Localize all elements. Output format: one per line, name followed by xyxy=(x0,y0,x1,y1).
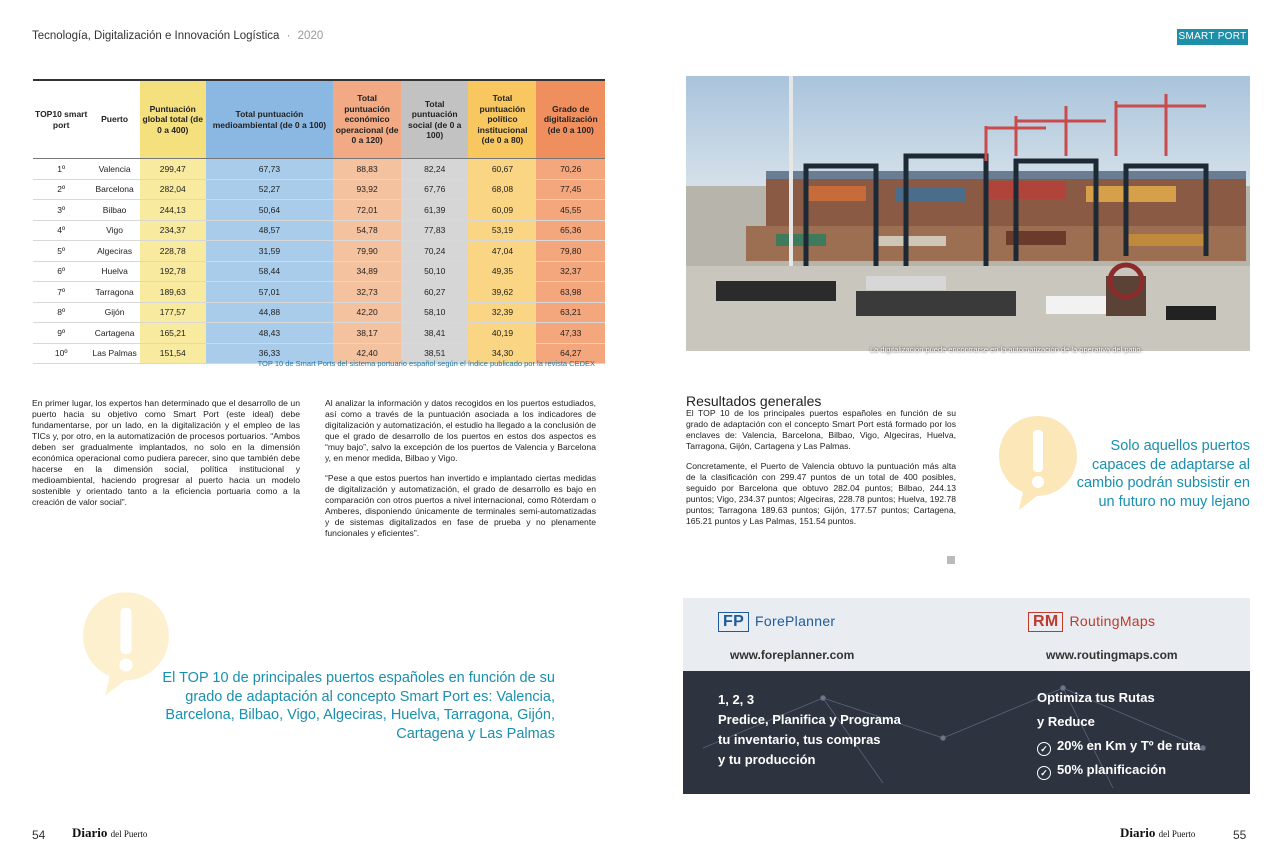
col1-paragraph-1: En primer lugar, los expertos han determinado que el desarrollo de un puerto hacia su objetivo como Smart Port (este ideal) debe fundamentarse, por un lado, en la digitalización y el empleo de las TICs y, por otro, en la automatización de procesos portuarios. “Ambos deben ser gradualmente implantados, no solo en la dimensión económica operacional como pudiera parecer, sino que también debe hacerse en la dimensión social, política institucional y medioambiental, haciendo progresar al puerto hacia un modelo sostenible y orientado tanto a la eficiencia portuaria como a la creación de valor social”. xyxy=(32,398,300,507)
table-cell: 8º xyxy=(33,302,89,323)
column-header: Total puntuación social (de 0 a 100) xyxy=(401,80,468,159)
table-cell: 42,40 xyxy=(333,343,401,364)
table-cell: 60,27 xyxy=(401,282,468,303)
table-cell: 34,30 xyxy=(468,343,536,364)
table-cell: 177,57 xyxy=(140,302,206,323)
table-cell: 39,62 xyxy=(468,282,536,303)
table-cell: 50,10 xyxy=(401,261,468,282)
port-photo xyxy=(686,76,1250,351)
table-cell: 3º xyxy=(33,200,89,221)
section-heading: Resultados generales xyxy=(686,393,822,409)
table-cell: 50,64 xyxy=(206,200,334,221)
pull-quote-2: El TOP 10 de principales puertos españoles en función de su grado de adaptación al concepto Smart Port es: Valencia, Barcelona, Bilbao, Vigo, Algeciras, Huelva, Tarragona, Gijón, Cartagena y Las Palmas xyxy=(162,670,555,742)
table-cell: 77,45 xyxy=(536,179,605,200)
brand-logo-right: Diario del Puerto xyxy=(1120,825,1196,840)
table-cell: 6º xyxy=(33,261,89,282)
column-header: Grado de digitalización (de 0 a 100) xyxy=(536,80,605,159)
table-row xyxy=(33,261,605,282)
ad-left-text: 1, 2, 3 Predice, Planifica y Programa tu inventario, tus compras y tu producción xyxy=(718,692,901,767)
table-row xyxy=(33,323,605,344)
table-cell: 49,35 xyxy=(468,261,536,282)
col2-paragraph-2: “Pese a que estos puertos han invertido e implantado ciertas medidas de digitalización y automatización, el grado de desarrollo es bajo en comparación con otros puertos a nivel internacional, como Róterdam o Amberes, disponiendo únicamente de terminales semi-automatizadas y de sistemas digitalizados en fase de prueba y no plenamente funcionales y eficientes”. xyxy=(325,473,596,538)
table-cell: 68,08 xyxy=(468,179,536,200)
column-1 xyxy=(32,398,300,517)
table-cell: 2º xyxy=(33,179,89,200)
table-cell: 34,89 xyxy=(333,261,401,282)
table-cell: 93,92 xyxy=(333,179,401,200)
photo-caption: La digitalización puede encontrarse en la automatización de la operativa del patio. xyxy=(870,345,1143,354)
ad-right-text: Optimiza tus Rutas y Reduce ✓ 20% en Km y Tº de ruta ✓ 50% planificación xyxy=(1037,690,1201,778)
table-cell: 77,83 xyxy=(401,220,468,241)
table-row xyxy=(33,159,605,180)
table-cell: 10º xyxy=(33,343,89,364)
table-cell: Gijón xyxy=(89,302,139,323)
table-cell: 32,37 xyxy=(536,261,605,282)
table-cell: 5º xyxy=(33,241,89,262)
page-number-right: 55 xyxy=(1233,828,1247,842)
table-cell: 54,78 xyxy=(333,220,401,241)
table-row xyxy=(33,282,605,303)
advertisement xyxy=(683,598,1250,794)
table-cell: 48,57 xyxy=(206,220,334,241)
header-sep: · xyxy=(286,30,291,42)
table-cell: 64,27 xyxy=(536,343,605,364)
table-cell: Vigo xyxy=(89,220,139,241)
table-cell: 42,20 xyxy=(333,302,401,323)
table-cell: 58,10 xyxy=(401,302,468,323)
table-row xyxy=(33,241,605,262)
table-cell: Algeciras xyxy=(89,241,139,262)
table-cell: 31,59 xyxy=(206,241,334,262)
table-row xyxy=(33,200,605,221)
table-cell: 228,78 xyxy=(140,241,206,262)
table-cell: Barcelona xyxy=(89,179,139,200)
check-icon: ✓ xyxy=(1037,766,1051,780)
table-cell: 45,55 xyxy=(536,200,605,221)
table-cell: 4º xyxy=(33,220,89,241)
table-cell: 234,37 xyxy=(140,220,206,241)
table-cell: 32,39 xyxy=(468,302,536,323)
routingmaps-logo: RM RoutingMaps xyxy=(1028,612,1155,632)
table-cell: 282,04 xyxy=(140,179,206,200)
col3-paragraph-2: Concretamente, el Puerto de Valencia obtuvo la puntuación más alta de la clasificación con 299.47 puntos de un total de 400 posibles, seguido por Barcelona que obtuvo 282.04 puntos; Bilbao, 244.13 puntos; Vigo, 234.37 puntos; Algeciras, 228.78 puntos; Huelva, 192.78 puntos; Tarragona 189.63 puntos; Gijón, 177.57 puntos; Cartagena, 165.21 puntos y Las Palmas, 151.54 puntos. xyxy=(686,461,956,526)
table-row xyxy=(33,179,605,200)
table-cell: 32,73 xyxy=(333,282,401,303)
table-cell: 44,88 xyxy=(206,302,334,323)
table-row xyxy=(33,220,605,241)
table-cell: 67,76 xyxy=(401,179,468,200)
column-header: TOP10 smart port xyxy=(33,80,89,159)
table-header-row xyxy=(33,80,605,159)
brand-logo-left: Diario del Puerto xyxy=(72,825,148,840)
table-cell: 65,36 xyxy=(536,220,605,241)
table-cell: Huelva xyxy=(89,261,139,282)
table-cell: 57,01 xyxy=(206,282,334,303)
running-header xyxy=(32,30,323,42)
table-cell: 36,33 xyxy=(206,343,334,364)
table-cell: 40,19 xyxy=(468,323,536,344)
table-cell: 48,43 xyxy=(206,323,334,344)
table-cell: 53,19 xyxy=(468,220,536,241)
pull-quote-1: Solo aquellos puertos capaces de adaptarse al cambio podrán subsistir en un futuro no muy lejano xyxy=(1076,438,1250,510)
header-title: Tecnología, Digitalización e Innovación Logística xyxy=(32,30,280,42)
foreplanner-logo: FP ForePlanner xyxy=(718,612,835,632)
table-cell: 58,44 xyxy=(206,261,334,282)
column-header: Total puntuación medioambiental (de 0 a 100) xyxy=(206,80,334,159)
table-cell: 61,39 xyxy=(401,200,468,221)
table-cell: 63,21 xyxy=(536,302,605,323)
table-cell: 38,51 xyxy=(401,343,468,364)
table-cell: 38,41 xyxy=(401,323,468,344)
foreplanner-url[interactable]: www.foreplanner.com xyxy=(730,648,855,662)
column-header: Total puntuación político institucional (de 0 a 80) xyxy=(468,80,536,159)
table-cell: 38,17 xyxy=(333,323,401,344)
table-cell: 60,67 xyxy=(468,159,536,180)
table-cell: 72,01 xyxy=(333,200,401,221)
table-cell: Valencia xyxy=(89,159,139,180)
table-cell: 52,27 xyxy=(206,179,334,200)
table-cell: 70,24 xyxy=(401,241,468,262)
ranking-table xyxy=(33,79,605,364)
table-cell: 79,80 xyxy=(536,241,605,262)
table-cell: 82,24 xyxy=(401,159,468,180)
table-row xyxy=(33,302,605,323)
table-cell: 63,98 xyxy=(536,282,605,303)
table-cell: 189,63 xyxy=(140,282,206,303)
table-cell: 60,09 xyxy=(468,200,536,221)
table-cell: 151,54 xyxy=(140,343,206,364)
table-cell: 88,83 xyxy=(333,159,401,180)
column-header: Total puntuación económico operacional (de 0 a 120) xyxy=(333,80,401,159)
header-year: 2020 xyxy=(297,30,324,42)
table-cell: 9º xyxy=(33,323,89,344)
section-tag: SMART PORT xyxy=(1177,29,1248,45)
column-header: Puntuación global total (de 0 a 400) xyxy=(140,80,206,159)
table-cell: Bilbao xyxy=(89,200,139,221)
column-3 xyxy=(686,408,956,536)
column-header: Puerto xyxy=(89,80,139,159)
table-body xyxy=(33,159,605,364)
table-cell: 70,26 xyxy=(536,159,605,180)
table-cell: 192,78 xyxy=(140,261,206,282)
routingmaps-url[interactable]: www.routingmaps.com xyxy=(1046,648,1178,662)
col3-paragraph-1: El TOP 10 de los principales puertos españoles en función de su grado de adaptación con el concepto Smart Port está formado por los enclaves de: Valencia, Barcelona, Bilbao, Vigo, Algeciras, Huelva, Tarragona, Gijón, Cartagena y Las Palmas. xyxy=(686,408,956,451)
end-mark xyxy=(947,556,955,564)
table-cell: 1º xyxy=(33,159,89,180)
table-cell: 165,21 xyxy=(140,323,206,344)
table-cell: 7º xyxy=(33,282,89,303)
column-2 xyxy=(325,398,596,548)
table-cell: 47,33 xyxy=(536,323,605,344)
port-illustration xyxy=(686,76,1250,351)
table-cell: Cartagena xyxy=(89,323,139,344)
table-cell: 67,73 xyxy=(206,159,334,180)
table-cell: 47,04 xyxy=(468,241,536,262)
page-number-left: 54 xyxy=(32,828,46,842)
table-cell: 79,90 xyxy=(333,241,401,262)
col2-paragraph-1: Al analizar la información y datos recogidos en los puertos estudiados, así como a través de la puntuación asociada a los indicadores de digitalización y automatización, el estudio ha llegado a la conclusión de que el grado de desarrollo de los puertos en estos dos aspectos es “muy bajo”, salvo la excepción de los puertos de Valencia y Barcelona y, en menor medida, Bilbao y Vigo. xyxy=(325,398,596,463)
table-cell: Las Palmas xyxy=(89,343,139,364)
check-icon: ✓ xyxy=(1037,742,1051,756)
table-cell: Tarragona xyxy=(89,282,139,303)
table-cell: 244,13 xyxy=(140,200,206,221)
table-cell: 299,47 xyxy=(140,159,206,180)
table-caption: TOP 10 de Smart Ports del sistema portuario español según el índice publicado por la revista CEDEX xyxy=(257,359,595,368)
